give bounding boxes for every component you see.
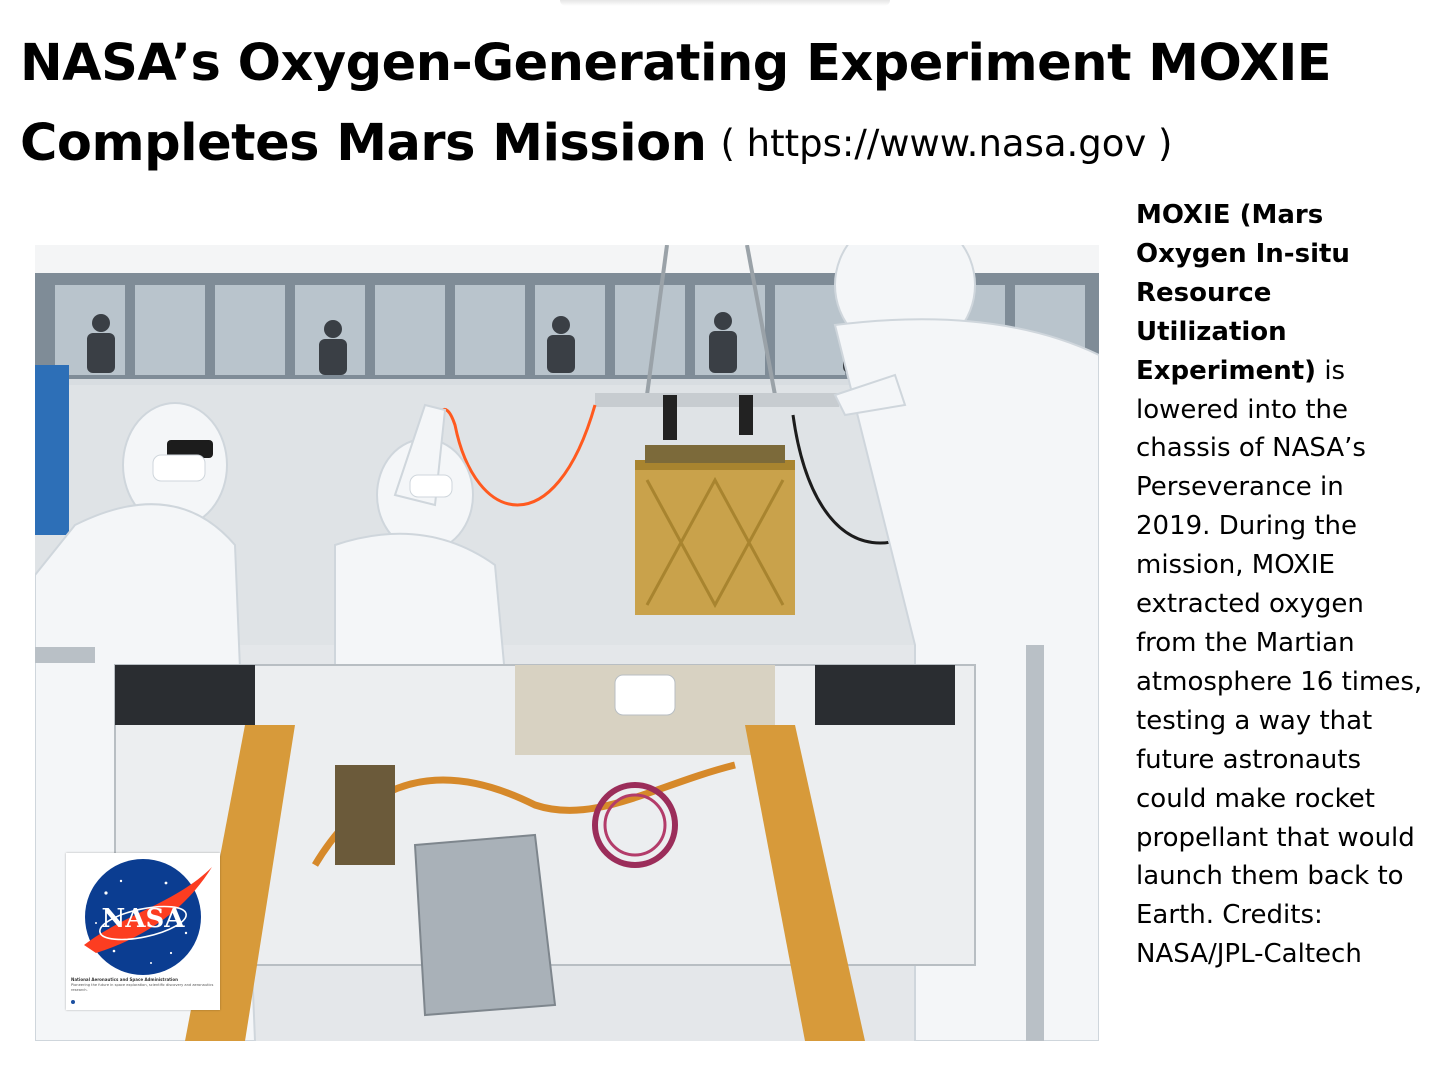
- moxie-photo: [35, 245, 1099, 1041]
- top-shadow: [560, 0, 890, 6]
- nasa-dot-icon: [71, 1000, 75, 1004]
- face-mask: [153, 455, 205, 481]
- photo-caption: [1136, 196, 1426, 974]
- nasa-wordmark: NASA: [101, 904, 185, 934]
- moxie-unit: [635, 445, 795, 615]
- page-title: [20, 24, 1420, 188]
- caption-body: is lowered into the chassis of NASA’s Perseverance in 2019. During the mission, MOXIE extracted oxygen from the Martian atmosphere 16 times, testing a way that future astronauts could make rocket propellant that would launch them back to Earth. Credits: NASA/JPL-Caltech: [1136, 355, 1423, 970]
- nasa-meatball-icon: [66, 853, 220, 975]
- nasa-tagline: Pioneering the future in space exploration, scientific discovery and aeronautics research.: [71, 983, 214, 992]
- lift-fixture: [595, 393, 839, 407]
- rover-chassis: [115, 665, 975, 1041]
- source-url[interactable]: ( https://www.nasa.gov ): [720, 122, 1173, 165]
- nasa-logo-card: [66, 853, 220, 1010]
- blue-banner: [35, 365, 69, 535]
- nasa-org-name: National Aeronautics and Space Administration: [71, 977, 179, 982]
- caption-lead: MOXIE (Mars Oxygen In-situ Resource Utilization Experiment): [1136, 200, 1350, 386]
- title-text: NASA’s Oxygen-Generating Experiment MOXIE Completes Mars Mission: [20, 34, 1332, 173]
